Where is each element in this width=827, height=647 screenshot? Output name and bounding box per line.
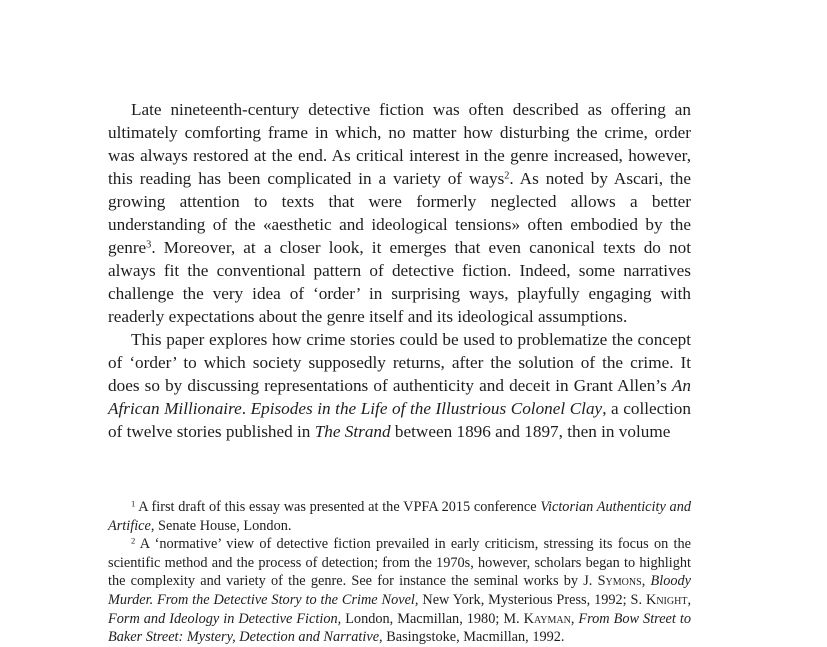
text-run: , Senate House, London. bbox=[150, 517, 292, 534]
text-run: New York, Mysterious Press, 1992; S. bbox=[418, 591, 646, 608]
footnote-number: 1 bbox=[131, 498, 136, 509]
text-run: , bbox=[687, 591, 692, 608]
book-subtitle: Episodes in the Life of the Illustrious Colonel Clay bbox=[250, 399, 603, 418]
text-run: London, Macmillan, 1980; M. bbox=[341, 610, 524, 627]
text-run: . Moreover, at a closer look, it emerges that even canonical texts do not always fit the conventional pattern of detective fiction. Indeed, some narratives challenge the very idea of ‘order’ in surprising ways, playfully engaging with readerly expectations about the genre itself and its ideological assumptions. bbox=[108, 238, 691, 326]
footnote-ref[interactable]: 3 bbox=[146, 239, 152, 251]
text-run: , a collection of twelve stories published in bbox=[108, 399, 691, 441]
footnote-number: 2 bbox=[131, 535, 136, 546]
conference-title: Victorian Authenticity and Artifice bbox=[108, 499, 691, 534]
footnote-2 bbox=[108, 535, 691, 647]
paragraph bbox=[108, 98, 691, 328]
footnote-1 bbox=[108, 498, 691, 535]
text-run: , Basingstoke, Macmillan, 1992. bbox=[379, 629, 565, 646]
text-run: Late nineteenth-century detective fiction was often described as offering an ultimately comforting frame in which, no matter how disturbing the crime, order was always restored at the end. As critical interest in the genre increased, however, this reading has been complicated in a variety of ways bbox=[108, 100, 691, 188]
book-title: Form and Ideology in Detective Fiction, bbox=[108, 610, 342, 627]
author-name: Kayman bbox=[523, 610, 571, 627]
footnotes bbox=[108, 498, 691, 647]
text-run: This paper explores how crime stories could be used to problematize the concept of ‘order’ to which society supposedly returns, after the solution of the crime. It does so by discussing representations of authenticity and deceit in Grant Allen’s bbox=[108, 330, 691, 395]
book-title: Bloody Murder. From the Detective Story to the Crime Novel, bbox=[108, 573, 691, 608]
book-title: An African Millionaire bbox=[108, 376, 691, 418]
paragraph bbox=[108, 328, 691, 443]
author-name: Symons bbox=[597, 573, 642, 590]
body-text bbox=[108, 98, 691, 443]
text-run: , bbox=[641, 573, 651, 590]
author-name: Knight bbox=[646, 591, 688, 608]
text-run: . bbox=[241, 399, 251, 418]
magazine-title: The Strand bbox=[314, 422, 391, 441]
text-run: A first draft of this essay was presented at the VPFA 2015 conference bbox=[135, 499, 541, 515]
footnote-ref[interactable]: 2 bbox=[504, 170, 510, 182]
book-title: From Bow Street to Baker Street: Mystery, Detection and Narrative bbox=[108, 610, 691, 646]
text-run: between 1896 and 1897, then in volume bbox=[390, 422, 671, 441]
text-run: A ‘normative’ view of detective fiction prevailed in early criticism, stressing its focus on the scientific method and the process of detection; from the 1970s, however, scholars began to highlight the complexity and variety of the genre. See for instance the seminal works by J. bbox=[108, 536, 691, 590]
text-run: . As noted by Ascari, the growing attention to texts that were formerly neglected allows a better understanding of the «aesthetic and ideological tensions» often embodied by the genre bbox=[108, 169, 691, 257]
text-run: , bbox=[570, 610, 579, 627]
